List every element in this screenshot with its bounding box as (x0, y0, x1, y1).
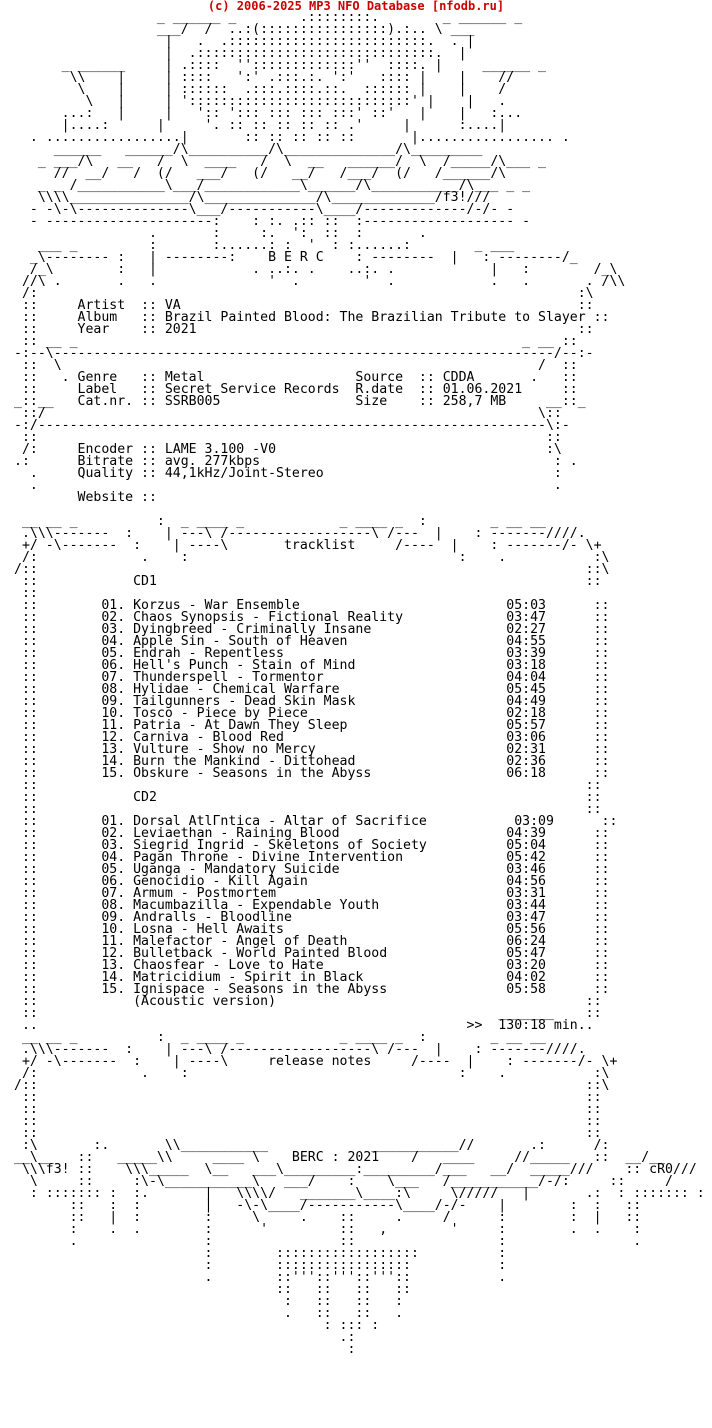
nfo-line: _::__ Cat.nr. :: SSRB005 Size :: 258,7 MB __::_ (14, 394, 586, 409)
nfo-line: :: __ _ _ __ :: (14, 334, 578, 349)
nfo-line: ...: | | ':: '::: ::: ::: :::' ::' | | :... (14, 106, 523, 121)
nfo-text-block (14, 12, 705, 1356)
nfo-line: :: 14. Matricidium - Spirit in Black 04:02 :: (14, 970, 610, 985)
nfo-line: .. >> 130:18 min.. (14, 1018, 594, 1033)
nfo-line: /: Encoder :: LAME 3.100 -V0 :\ (14, 442, 562, 457)
nfo-line: :: 11. Malefactor - Angel of Death 06:24 :: (14, 934, 610, 949)
nfo-line: | .::::::::::::::::::::::::::::::. | (14, 46, 467, 61)
nfo-line: ___ _ : :......: : ' : :......: _ ___ (14, 238, 515, 253)
nfo-line: : :::::::::::::::::: : (14, 1246, 507, 1261)
nfo-line: +/ -\------- : | ----\ release notes /---- | : -------/- \+ (14, 1054, 618, 1069)
nfo-line: :: 05. Endrah - Repentless 03:39 :: (14, 646, 610, 661)
nfo-line: /: . : : . :\ (14, 550, 610, 565)
nfo-line: :: (14, 586, 38, 601)
nfo-line: :: 15. Ignispace - Seasons in the Abyss 05:58 :: (14, 982, 610, 997)
nfo-line: :: 03. Dyingbreed - Criminally Insane 02:27 :: (14, 622, 610, 637)
nfo-line: . : :. ': :: : . (14, 226, 427, 241)
nfo-line: ___/ / ..:(::::::::::::::::).:.. \ ___ (14, 22, 475, 37)
nfo-line: :: CD1 :: (14, 574, 602, 589)
nfo-line: :: Year :: 2021 :: (14, 322, 594, 337)
nfo-line: :: :: (14, 1090, 602, 1105)
nfo-line: .: (14, 1330, 356, 1345)
nfo-line: :: 09. Andralls - Bloodline 03:47 :: (14, 910, 610, 925)
nfo-line: :: Artist :: VA :: (14, 298, 594, 313)
nfo-line: :: CD2 :: (14, 790, 602, 805)
nfo-line: :: 02. Leviaethan - Raining Blood 04:39 :: (14, 826, 610, 841)
nfo-line: :: : : | -\-\____/-----------\____/-/- | : : :: (14, 1198, 642, 1213)
nfo-line: \ :: :\-\___________\ ___/ : \___ /___________/-/: :: / (14, 1174, 673, 1189)
nfo-line: \\\f3! :: \\\_____ \__ ___\_________:_________/___ __/ _____/// :: cR0/// (14, 1162, 697, 1177)
nfo-line: :: 03. Siegrid Ingrid - Skeletons of Society 05:04 :: (14, 838, 610, 853)
nfo-line: :: 15. Obskure - Seasons in the Abyss 06:18 :: (14, 766, 610, 781)
nfo-line: :: 08. Macumbazilla - Expendable Youth 03:44 :: (14, 898, 610, 913)
nfo-line: : (14, 1342, 356, 1357)
nfo-line: :: 12. Carniva - Blood Red 03:06 :: (14, 730, 610, 745)
nfo-line: :: 02. Chaos Synopsis - Fictional Reality 03:47 :: (14, 610, 610, 625)
nfo-line: /:: ::\ (14, 1078, 610, 1093)
nfo-line: :: \ / :: (14, 358, 578, 373)
nfo-line: : ::: : (14, 1318, 380, 1333)
nfo-line: :: :: (14, 802, 602, 817)
nfo-line: :: :: (14, 1126, 602, 1141)
nfo-line: __ __ _ : _ ____ _ _ ____ _ : _ __ __ (14, 514, 546, 529)
nfo-line: \\\\_______________/\______________/\_____________/f3!/// (14, 190, 491, 205)
nfo-line: .\\\------- : | ---\ /------------------\ /--- | : -------////. (14, 526, 586, 541)
nfo-line: ______ ______/\__________/\______________/\_________ (14, 142, 483, 157)
nfo-line: ::/ \:: (14, 406, 562, 421)
nfo-line: :: 10. Losna - Hell Awaits 05:56 :: (14, 922, 610, 937)
nfo-line: :: 04. Pagan Throne - Divine Intervention 05:42 :: (14, 850, 610, 865)
nfo-line: :: :: (14, 1102, 602, 1117)
nfo-line: :: Album :: Brazil Painted Blood: The Brazilian Tribute to Slayer :: (14, 310, 610, 325)
nfo-line: /: . : : . :\ (14, 1066, 610, 1081)
nfo-line: :: _______ :: (14, 1006, 602, 1021)
nfo-line: :: 13. Chaosfear - Love to Hate 03:20 :: (14, 958, 610, 973)
nfo-line: +/ -\------- : | ----\ tracklist /---- | : -------/- \+ (14, 538, 602, 553)
page-header-title: (c) 2006-2025 MP3 NFO Database [nfodb.ru] (207, 0, 505, 13)
nfo-line: :: 11. Patria - At Dawn They Sleep 05:57 :: (14, 718, 610, 733)
nfo-line: :: :: (14, 778, 602, 793)
nfo-line: :: Label :: Secret Service Records R.date :: 01.06.2021 :: (14, 382, 578, 397)
nfo-line: :: 09. Tailgunners - Dead Skin Mask 04:49 :: (14, 694, 610, 709)
nfo-line: :: 06. Genocidio - Kill Again 04:56 :: (14, 874, 610, 889)
nfo-line: //\ . . . ' . ' . . . . /\\ (14, 274, 626, 289)
nfo-line: - -\-\--------------\___/-----------\____/-------------/-/- - (14, 202, 515, 217)
nfo-line: : ::::::::::::::::: : (14, 1258, 507, 1273)
nfo-line: // __/ / (/ ___/ (/ __/ /___/ (/ /______/\ (14, 166, 507, 181)
nfo-line: :: :: (14, 430, 562, 445)
nfo-line: . ::'''::'''::''':: . (14, 1270, 507, 1285)
nfo-line: :: 12. Bulletback - World Painted Blood 05:47 :: (14, 946, 610, 961)
nfo-line: _ ___/\ __ / \ ____ / \ __ ______/ \ /_____/\___ _ (14, 154, 546, 169)
nfo-line: :: 07. Armum - Postmortem 03:31 :: (14, 886, 610, 901)
nfo-line: Website :: (14, 490, 157, 505)
nfo-line: :: 13. Vulture - Show no Mercy 02:31 :: (14, 742, 610, 757)
nfo-line: . : :: : . (14, 1234, 642, 1249)
nfo-line: : ::::::: : :. | \\\\/ _______\____:\ \///// | .: : ::::::: : (14, 1186, 705, 1201)
nfo-line: :: 06. Hell's Punch - Stain of Mind 03:18 :: (14, 658, 610, 673)
nfo-line: : :: :: : (14, 1294, 404, 1309)
nfo-line: .: Bitrate :: avg. 277kbps : . (14, 454, 578, 469)
nfo-line: __ __ _ : _ ____ _ _ ____ _ : _ __ __ (14, 1030, 546, 1045)
nfo-line: : . . : ' :: , ' : . . : (14, 1222, 642, 1237)
nfo-line: -:/----------------------------------------------------------------\:- (14, 418, 570, 433)
nfo-line: :: 05. Uganga - Mandatory Suicide 03:46 :: (14, 862, 610, 877)
nfo-line: :: 10. Tosco - Piece by Piece 02:18 :: (14, 706, 610, 721)
nfo-line: /: :\ (14, 286, 594, 301)
nfo-line: - ---------------------: : :. .:: :: :------------------- - (14, 214, 531, 229)
nfo-line: /_\ : | . ..:. . ..:. . | : /_\ (14, 262, 618, 277)
nfo-line: :: 04. Apple Sin - South of Heaven 04:55 :: (14, 634, 610, 649)
nfo-line: :: :: :: :: (14, 1282, 411, 1297)
nfo-line: :: . Genre :: Metal Source :: CDDA . :: (14, 370, 578, 385)
nfo-line: :: (Acoustic version) :: (14, 994, 602, 1009)
nfo-line: :: 08. Hylidae - Chemical Warfare 05:45 :: (14, 682, 610, 697)
nfo-line: . :: :: . (14, 1306, 404, 1321)
nfo-line: __\__ :: _____\\ ____ \ BERC : 2021 / ____ //_____ :: __/__ (14, 1150, 666, 1165)
nfo-line: :\ :. \\___________ ___________// .: /: (14, 1138, 610, 1153)
nfo-line: :: 01. Dorsal AtlГntica - Altar of Sacrifice 03:09 :: (14, 814, 618, 829)
nfo-line: . . (14, 478, 562, 493)
nfo-line: | . .:::::::::::::::::::::::::. . | (14, 34, 475, 49)
nfo-line: . .................| :: :: :: :: :: |................. . (14, 130, 570, 145)
nfo-line: :: 14. Burn the Mankind - Dittohead 02:36 :: (14, 754, 610, 769)
nfo-line: _ _ /___________\___/____________\______/\___________/\___ _ _ (14, 178, 531, 193)
nfo-line: /:: ::\ (14, 562, 610, 577)
nfo-line: _\-------- : | --------: B E R C : -------- | : --------/_ (14, 250, 578, 265)
nfo-line: -:--\---------------------------------------------------------------/--:- (14, 346, 594, 361)
nfo-line: \ | | '::::::::::::::::::::::::::::' | | . (14, 94, 507, 109)
nfo-line: _ ______ _ .::::::::. _ ______ _ (14, 10, 523, 25)
nfo-line: _ ______ | .:::: '':::::::::::::'' ::::. | ______ _ (14, 58, 546, 73)
nfo-line: \\ | | :::: ':' .:::.:. ':' :::: | | // (14, 70, 515, 85)
nfo-line: :: 01. Korzus - War Ensemble 05:03 :: (14, 598, 610, 613)
nfo-line: \ | | :::::: .:::.::::.::. :::::: | | / (14, 82, 507, 97)
nfo-line: :: 07. Thunderspell - Tormentor 04:04 :: (14, 670, 610, 685)
nfo-line: :: | : : \ . :: . / : : | :: (14, 1210, 642, 1225)
nfo-line: . Quality :: 44,1kHz/Joint-Stereo : (14, 466, 562, 481)
nfo-line: .\\\------- : | ---\ /------------------\ /--- | : -------////. (14, 1042, 586, 1057)
nfo-line: :: :: (14, 1114, 602, 1129)
nfo-line: |....: | '. :: :: :: :: :: .' | :....| (14, 118, 507, 133)
